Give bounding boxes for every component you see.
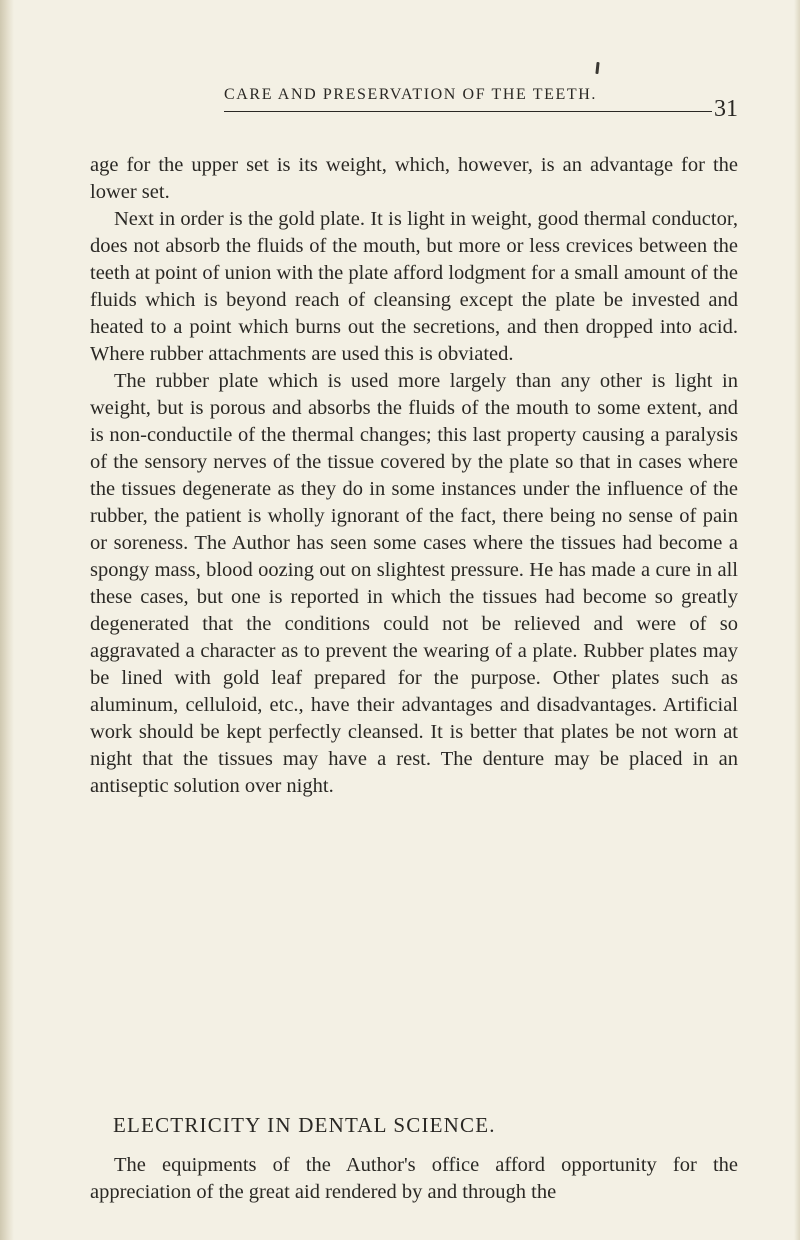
ink-speck [595, 62, 599, 74]
paragraph: Next in order is the gold plate. It is light in weight, good thermal conductor, does not absorb the fluids of the mouth, but more or less crevices between the teeth at point of union with the plate afford lodgment for a small amount of the fluids which is beyond reach of cleansing except the plate be invested and heated to a point which burns out the secretions, and then dropped into acid. Where rubber attachments are used this is obviated. [90, 208, 738, 365]
page-right-edge [794, 0, 800, 1240]
running-title: CARE AND PRESERVATION OF THE TEETH. [224, 86, 597, 103]
paragraph: The rubber plate which is used more largely than any other is light in weight, but is porous and absorbs the fluids of the mouth to some extent, and is non-conductile of the thermal changes; this last property causing a paralysis of the sensory nerves of the tissue covered by the plate so that in cases where the tissues degenerate as they do in some instances under the influence of the rubber, the patient is wholly ignorant of the fact, there being no sense of pain or soreness. The Author has seen some cases where the tissues had become a spongy mass, blood oozing out on slightest pressure. He has made a cure in all these cases, but one is reported in which the tissues had become so greatly degenerated that the conditions could not be relieved and were of so aggravated a character as to prevent the wearing of a plate. Rubber plates may be lined with gold leaf prepared for the purpose. Other plates such as aluminum, celluloid, etc., have their advantages and disadvantages. Artificial work should be kept perfectly cleansed. It is better that plates be not worn at night that the tissues may have a rest. The denture may be placed in an antiseptic solution over night. [90, 370, 738, 797]
paragraph: age for the upper set is its weight, which, however, is an advantage for the lower set. [90, 154, 738, 203]
section-text [90, 1152, 738, 1206]
page-number: 31 [714, 96, 738, 122]
running-header [224, 85, 738, 122]
section-heading: ELECTRICITY IN DENTAL SCIENCE. [113, 1113, 496, 1137]
page-binding-edge [0, 0, 14, 1240]
body-text [90, 152, 738, 800]
paragraph: The equipments of the Author's office afford opportunity for the appreciation of the great aid rendered by and through the [90, 1154, 738, 1203]
